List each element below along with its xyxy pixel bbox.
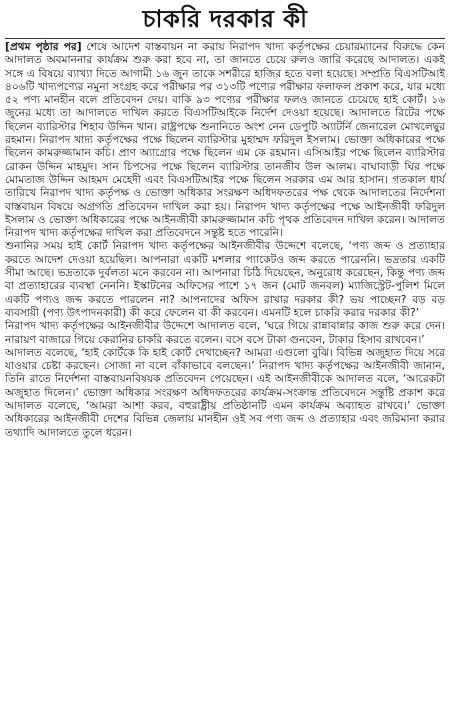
article-paragraph: আদালত বলেছে, ‘হাই কোর্টকে কি হাই কোর্ট দেখাচ্ছেন? আমরা এগুলো বুঝি। বিভিন্ন অজুহাত দিয়ে সরে যাওয়ার চেষ্টা করছেন। সোজা না বলে বাঁকাভাবে বলছেন।’ নিরাপদ খাদ্য কর্তৃপক্ষের আইনজীবী জানান, তিনি রাতে নির্দেশনা বাস্তবায়নবিষয়ক প্রতিবেদন পেয়েছেন। এই আইনজীবীকে আদালত বলে, ‘আরেকটা অজুহাত দিলেন।’ ভোক্তা অধিকার সংরক্ষণ অধিদফতরের কার্যক্রম-সংক্রান্ত প্রতিবেদনে সন্তুষ্টি প্রকাশ করে আদালত বলেছে, ‘আমরা আশা করব, বহুরাষ্ট্রীয় প্রতিষ্ঠানটি এমন কার্যক্রম অব্যাহত রাখবে।’ ভোক্তা অধিকারের আইনজীবী দেশের বিভিন্ন জেলায় মানহীন ওই সব পণ্য জব্দ ও প্রত্যাহার এবং জরিমানা করার তথ্যাদি আদালতে তুলে ধরেন। <box>5 346 445 439</box>
article-paragraph: নিরাপদ খাদ্য কর্তৃপক্ষের আইনজীবীর উদ্দেশে আদালত বলে, ‘ঘরে গিয়ে রান্নাবান্নার কাজ শুরু করে দেন। নারায়ণ বাজারে গিয়ে কেরানির চাকরি করতে বলেন। বসে বসে টাকা গুনবেন, টাকার হিসাব রাখবেন।’ <box>5 320 445 346</box>
continuation-label: [প্রথম পৃষ্ঠার পর] <box>5 41 82 53</box>
article-body <box>5 41 445 440</box>
article-headline: চাকরি দরকার কী <box>142 5 308 33</box>
paragraph-text: শেষে আদেশ বাস্তবায়ন না করায় নিরাপদ খাদ্য কর্তৃপক্ষের চেয়ারম্যানের বিরুদ্ধে কেন আদালত অবমাননার কার্যক্রম শুরু করা হবে না, তা জানতে চেয়ে রুলও জারি করেছে আদালত। একই সঙ্গে এ বিষয়ে ব্যাখ্যা দিতে আগামী ১৬ জুন তাকে সশরীরে হাজির হতে বলা হয়েছে। সম্প্রতি বিএসটিআই ৪০৬টি খাদ্যপণ্যের নমুনা সংগ্রহ করে পরীক্ষার পর ৩১৩টি পণ্যের পরীক্ষার ফলাফল প্রকাশ করে, যার মধ্যে ৫২ পণ্য মানহীন বলে প্রতিবেদন দেয়। বাকি ৯৩ পণ্যের পরীক্ষার ফলও জানতে চেয়েছে হাই কোর্ট। ১৬ জুনের মধ্যে তা আদালতে দাখিল করতে বিএসটিআইকে নির্দেশ দেওয়া হয়েছে। আদালতে রিটের পক্ষে ছিলেন ব্যারিস্টার শিহাব উদ্দিন খান। রাষ্ট্রপক্ষে শুনানিতে অংশ নেন ডেপুটি অ্যাটর্নি জেনারেল মোখলেছুর রহমান। নিরাপদ খাদ্য কর্তৃপক্ষের পক্ষে ছিলেন ব্যারিস্টার মুহাম্মদ ফরিদুল ইসলাম। ভোক্তা অধিকারের পক্ষে ছিলেন কামরুজ্জামান কচি। প্রাণ অ্যাগ্রোর পক্ষে ছিলেন এম কে রহমান। এসিআইর পক্ষে ছিলেন ব্যারিস্টার রোকন উদ্দিন মাহমুদ। সান চিপসের পক্ষে ছিলেন ব্যারিস্টার তানজীব উল আলম। বাঘাবাড়ী ঘির পক্ষে মোমতাজ উদ্দিন আহমদ মেহেদী এবং বিএসটিআইর পক্ষে ছিলেন সরকার এম আর হাসান। গতকাল ধার্য তারিখে নিরাপদ খাদ্য কর্তৃপক্ষ ও ভোক্তা অধিকার সংরক্ষণ অধিদফতরের পক্ষ থেকে আদালতের নির্দেশনা বাস্তবায়ন বিষয়ে অগ্রগতি প্রতিবেদন দাখিল করা হয়। নিরাপদ খাদ্য কর্তৃপক্ষের পক্ষে আইনজীবী ফরিদুল ইসলাম ও ভোক্তা অধিকারের পক্ষে আইনজীবী কামরুজ্জামান কচি পৃথক প্রতিবেদন দাখিল করেন। আদালত নিরাপদ খাদ্য কর্তৃপক্ষের দাখিল করা প্রতিবেদনে সন্তুষ্ট হতে পারেনি। <box>5 41 445 240</box>
article-paragraph <box>5 41 445 240</box>
article-paragraph: শুনানির সময় হাই কোর্ট নিরাপদ খাদ্য কর্তৃপক্ষের আইনজীবীর উদ্দেশে বলেছে, ‘পণ্য জব্দ ও প্রত্যাহার করতে আদেশ দেওয়া হয়েছিল। আপনারা একটি মশলার প্যাকেটও জব্দ করতে পারেননি। ভদ্রতার একটি সীমা আছে। ভদ্রতাকে দুর্বলতা মনে করবেন না। আপনারা চিঠি দিয়েছেন, অনুরোধ করেছেন, কিন্তু পণ্য জব্দ বা প্রত্যাহারের ব্যবস্থা নেননি। ইস্কাটনের অফিসের পাশে ১৭ জন (মোট জনবল) ম্যাজিস্ট্রেট-পুলিশ মিলে একটি পণ্যও জব্দ করতে পারলেন না? আপনাদের অফিস রাখার দরকার কী? ভয় পাচ্ছেন? বড় বড় ব্যবসায়ী (পণ্য উৎপাদনকারী) কী করে ফেলেন বা কী করবেন। এমনটি হলে চাকরি করার দরকার কী?’ <box>5 240 445 319</box>
headline-divider <box>5 38 445 39</box>
news-article <box>5 4 445 716</box>
